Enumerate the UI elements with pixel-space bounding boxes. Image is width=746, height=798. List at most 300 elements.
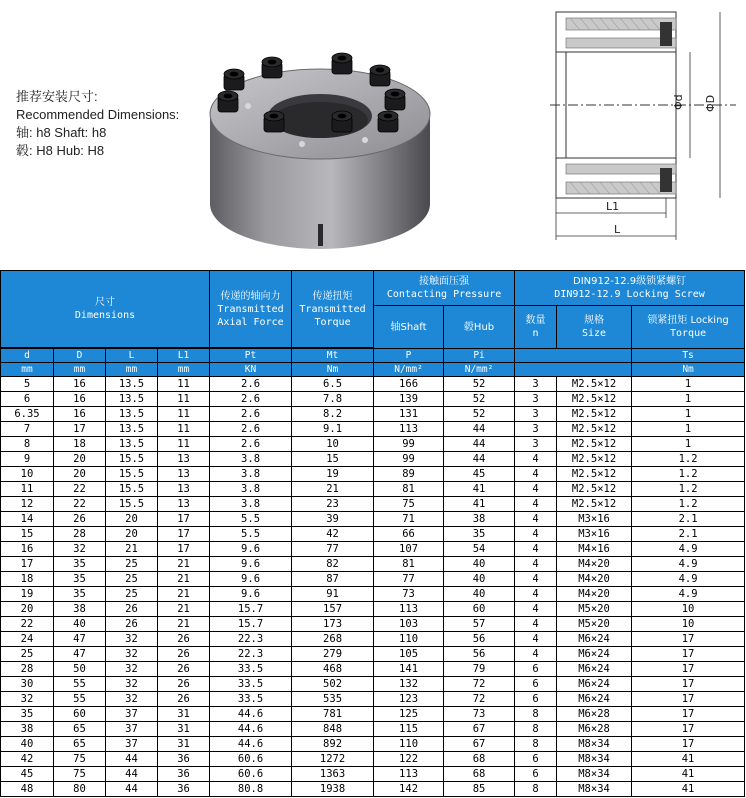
symbol-empty <box>515 349 632 363</box>
cell-Mt: 173 <box>292 617 374 632</box>
cell-d: 6 <box>1 392 54 407</box>
table-row <box>1 662 745 677</box>
cell-n: 8 <box>515 782 557 797</box>
cell-Ts: 10 <box>632 617 745 632</box>
cell-Ts: 1 <box>632 377 745 392</box>
cell-Pt: 2.6 <box>210 407 292 422</box>
unit-D: mm <box>54 363 106 377</box>
cell-D: 47 <box>54 632 106 647</box>
cell-L1: 11 <box>158 377 210 392</box>
cell-d: 42 <box>1 752 54 767</box>
cell-Mt: 15 <box>292 452 374 467</box>
table-row <box>1 452 745 467</box>
cell-n: 8 <box>515 737 557 752</box>
cell-P: 166 <box>374 377 444 392</box>
cell-Ts: 17 <box>632 737 745 752</box>
table-row <box>1 467 745 482</box>
axial-force-header <box>210 271 292 348</box>
cell-L: 20 <box>106 527 158 542</box>
cell-n: 4 <box>515 557 557 572</box>
cell-Pt: 33.5 <box>210 692 292 707</box>
cell-size: M8×34 <box>557 767 632 782</box>
cell-d: 20 <box>1 602 54 617</box>
cell-Pi: 79 <box>444 662 515 677</box>
cell-Ts: 17 <box>632 632 745 647</box>
phi-D-label: ΦD <box>704 94 717 112</box>
cell-n: 4 <box>515 542 557 557</box>
cell-L1: 17 <box>158 542 210 557</box>
cell-Mt: 502 <box>292 677 374 692</box>
cell-Pi: 44 <box>444 437 515 452</box>
locking-screw-header-en: DIN912-12.9 Locking Screw <box>554 289 705 300</box>
cell-size: M6×24 <box>557 677 632 692</box>
cell-Pi: 67 <box>444 722 515 737</box>
cell-L: 32 <box>106 662 158 677</box>
cell-L: 26 <box>106 617 158 632</box>
cell-size: M3×16 <box>557 512 632 527</box>
cell-Ts: 41 <box>632 752 745 767</box>
cell-L: 15.5 <box>106 452 158 467</box>
dimensions-header-cn: 尺寸 <box>95 297 116 308</box>
cell-P: 142 <box>374 782 444 797</box>
cell-n: 8 <box>515 707 557 722</box>
cell-size: M6×24 <box>557 692 632 707</box>
cell-Pt: 2.6 <box>210 377 292 392</box>
cell-n: 4 <box>515 632 557 647</box>
cell-Pt: 80.8 <box>210 782 292 797</box>
specification-table <box>0 270 745 797</box>
symbol-L: L <box>106 349 158 363</box>
cell-Mt: 91 <box>292 587 374 602</box>
table-row <box>1 527 745 542</box>
cell-n: 4 <box>515 617 557 632</box>
cell-d: 8 <box>1 437 54 452</box>
cell-n: 6 <box>515 692 557 707</box>
cell-D: 35 <box>54 587 106 602</box>
table-row <box>1 422 745 437</box>
cell-Pt: 5.5 <box>210 512 292 527</box>
cell-size: M2.5×12 <box>557 497 632 512</box>
cell-Mt: 1938 <box>292 782 374 797</box>
cell-L: 20 <box>106 512 158 527</box>
cell-L: 25 <box>106 557 158 572</box>
table-row <box>1 407 745 422</box>
cell-n: 4 <box>515 572 557 587</box>
shaft-header: 轴Shaft <box>374 306 444 349</box>
cell-Pt: 2.6 <box>210 422 292 437</box>
table-row <box>1 647 745 662</box>
cell-d: 16 <box>1 542 54 557</box>
cell-Mt: 157 <box>292 602 374 617</box>
cell-D: 28 <box>54 527 106 542</box>
cell-Pt: 2.6 <box>210 437 292 452</box>
cell-size: M6×28 <box>557 707 632 722</box>
cell-Pt: 33.5 <box>210 662 292 677</box>
cell-L1: 13 <box>158 467 210 482</box>
cell-n: 4 <box>515 647 557 662</box>
cell-D: 75 <box>54 767 106 782</box>
cell-Mt: 1363 <box>292 767 374 782</box>
torque-header-cn: 传递扭矩 <box>312 290 353 302</box>
cell-P: 123 <box>374 692 444 707</box>
symbol-Pt: Pt <box>210 349 292 363</box>
cell-Pi: 52 <box>444 392 515 407</box>
cell-L: 13.5 <box>106 377 158 392</box>
cell-Ts: 4.9 <box>632 542 745 557</box>
cell-P: 107 <box>374 542 444 557</box>
cell-Pi: 72 <box>444 692 515 707</box>
cell-P: 103 <box>374 617 444 632</box>
cell-Pt: 9.6 <box>210 572 292 587</box>
cell-size: M6×24 <box>557 632 632 647</box>
cell-Pi: 56 <box>444 647 515 662</box>
cell-Pi: 72 <box>444 677 515 692</box>
cell-D: 35 <box>54 572 106 587</box>
table-row <box>1 482 745 497</box>
cell-Ts: 1.2 <box>632 482 745 497</box>
cell-D: 65 <box>54 722 106 737</box>
cell-Pt: 9.6 <box>210 587 292 602</box>
cell-Pi: 52 <box>444 377 515 392</box>
cell-d: 15 <box>1 527 54 542</box>
cell-L: 37 <box>106 737 158 752</box>
unit-Pi: N/mm² <box>444 363 515 377</box>
cell-Mt: 23 <box>292 497 374 512</box>
cell-L: 15.5 <box>106 497 158 512</box>
table-row <box>1 572 745 587</box>
cell-L: 44 <box>106 767 158 782</box>
cell-Ts: 4.9 <box>632 572 745 587</box>
torque-header-en1: Transmitted <box>299 303 366 315</box>
cell-d: 19 <box>1 587 54 602</box>
cell-d: 11 <box>1 482 54 497</box>
table-row <box>1 512 745 527</box>
cell-d: 7 <box>1 422 54 437</box>
cell-D: 35 <box>54 557 106 572</box>
table-row <box>1 677 745 692</box>
cell-L1: 13 <box>158 482 210 497</box>
cell-Mt: 7.8 <box>292 392 374 407</box>
cell-L: 26 <box>106 602 158 617</box>
cell-n: 8 <box>515 722 557 737</box>
cell-size: M8×34 <box>557 737 632 752</box>
cell-Ts: 2.1 <box>632 527 745 542</box>
cell-Pt: 15.7 <box>210 617 292 632</box>
cell-Pt: 9.6 <box>210 542 292 557</box>
table-row <box>1 707 745 722</box>
cell-n: 3 <box>515 437 557 452</box>
cell-Pt: 60.6 <box>210 767 292 782</box>
axial-force-header-en1: Transmitted <box>217 303 284 315</box>
cell-P: 113 <box>374 422 444 437</box>
phi-d-label: Φd <box>672 94 685 110</box>
cell-Pi: 67 <box>444 737 515 752</box>
cell-d: 12 <box>1 497 54 512</box>
cell-D: 65 <box>54 737 106 752</box>
cell-d: 9 <box>1 452 54 467</box>
cell-Mt: 19 <box>292 467 374 482</box>
table-row <box>1 542 745 557</box>
cell-L1: 11 <box>158 422 210 437</box>
cell-Pt: 5.5 <box>210 527 292 542</box>
cell-D: 47 <box>54 647 106 662</box>
cell-size: M4×20 <box>557 587 632 602</box>
size-header <box>557 306 632 349</box>
cell-Ts: 1 <box>632 422 745 437</box>
size-header-cn: 规格 <box>584 315 605 326</box>
cell-L: 15.5 <box>106 482 158 497</box>
table-row <box>1 722 745 737</box>
cell-L1: 31 <box>158 737 210 752</box>
cell-L1: 21 <box>158 602 210 617</box>
cell-d: 35 <box>1 707 54 722</box>
contact-pressure-header-en: Contacting Pressure <box>386 289 502 300</box>
cell-d: 32 <box>1 692 54 707</box>
cell-P: 110 <box>374 737 444 752</box>
cell-P: 122 <box>374 752 444 767</box>
table-row <box>1 737 745 752</box>
cell-P: 73 <box>374 587 444 602</box>
cell-size: M6×24 <box>557 647 632 662</box>
cell-Ts: 1.2 <box>632 497 745 512</box>
cell-Ts: 1 <box>632 437 745 452</box>
cell-size: M2.5×12 <box>557 392 632 407</box>
cell-D: 50 <box>54 662 106 677</box>
table-row <box>1 602 745 617</box>
cell-size: M6×28 <box>557 722 632 737</box>
locking-torque-header <box>632 306 745 349</box>
cell-Pt: 44.6 <box>210 707 292 722</box>
cell-L1: 31 <box>158 722 210 737</box>
cell-n: 3 <box>515 422 557 437</box>
cell-Pi: 73 <box>444 707 515 722</box>
dimensions-header-en: Dimensions <box>74 310 136 321</box>
cell-Mt: 87 <box>292 572 374 587</box>
cell-size: M2.5×12 <box>557 377 632 392</box>
cell-Pt: 3.8 <box>210 497 292 512</box>
cell-D: 55 <box>54 692 106 707</box>
L-label: L <box>614 223 621 236</box>
unit-L1: mm <box>158 363 210 377</box>
cell-Ts: 41 <box>632 782 745 797</box>
table-row <box>1 632 745 647</box>
caption-shaft-tolerance: 轴: h8 Shaft: h8 <box>16 125 107 140</box>
cell-size: M2.5×12 <box>557 467 632 482</box>
cell-Pi: 68 <box>444 767 515 782</box>
table-row <box>1 752 745 767</box>
cell-L: 15.5 <box>106 467 158 482</box>
cell-Pi: 41 <box>444 497 515 512</box>
cell-Pt: 33.5 <box>210 677 292 692</box>
unit-P: N/mm² <box>374 363 444 377</box>
cell-Pi: 45 <box>444 467 515 482</box>
table-row <box>1 392 745 407</box>
symbol-P: P <box>374 349 444 363</box>
cell-L1: 36 <box>158 752 210 767</box>
cell-L: 13.5 <box>106 422 158 437</box>
cell-size: M8×34 <box>557 752 632 767</box>
cell-d: 30 <box>1 677 54 692</box>
cell-L1: 13 <box>158 497 210 512</box>
cell-P: 99 <box>374 452 444 467</box>
cell-size: M2.5×12 <box>557 482 632 497</box>
table-row <box>1 587 745 602</box>
cell-Pt: 3.8 <box>210 452 292 467</box>
cell-L: 32 <box>106 677 158 692</box>
cell-Pt: 44.6 <box>210 737 292 752</box>
symbol-d: d <box>1 349 54 363</box>
cell-Pi: 35 <box>444 527 515 542</box>
cell-Ts: 1 <box>632 407 745 422</box>
table-row <box>1 782 745 797</box>
cell-d: 48 <box>1 782 54 797</box>
symbol-D: D <box>54 349 106 363</box>
cell-P: 113 <box>374 767 444 782</box>
torque-header-en2: Torque <box>314 316 351 328</box>
cell-L: 37 <box>106 707 158 722</box>
cell-Ts: 1 <box>632 392 745 407</box>
cell-Mt: 468 <box>292 662 374 677</box>
cell-P: 99 <box>374 437 444 452</box>
cell-size: M8×34 <box>557 782 632 797</box>
cell-n: 4 <box>515 587 557 602</box>
cell-size: M2.5×12 <box>557 422 632 437</box>
cell-P: 131 <box>374 407 444 422</box>
locking-screw-header-cn: DIN912-12.9级锁紧螺钉 <box>573 276 687 287</box>
cell-n: 4 <box>515 482 557 497</box>
cell-L1: 21 <box>158 617 210 632</box>
cell-d: 40 <box>1 737 54 752</box>
table-row <box>1 557 745 572</box>
cell-L1: 31 <box>158 707 210 722</box>
cell-D: 20 <box>54 452 106 467</box>
quantity-header-en: n <box>532 328 539 339</box>
recommended-dimensions-caption <box>16 88 179 160</box>
cell-n: 3 <box>515 392 557 407</box>
symbol-Ts: Ts <box>632 349 745 363</box>
specification-table-body <box>1 377 745 797</box>
cell-Mt: 39 <box>292 512 374 527</box>
cell-L: 13.5 <box>106 392 158 407</box>
cell-Pi: 57 <box>444 617 515 632</box>
table-row <box>1 437 745 452</box>
dimensions-header <box>1 271 210 348</box>
cell-L1: 36 <box>158 767 210 782</box>
cell-L: 32 <box>106 632 158 647</box>
caption-title-cn: 推荐安装尺寸: <box>16 89 98 104</box>
cell-n: 3 <box>515 407 557 422</box>
cell-D: 16 <box>54 407 106 422</box>
cell-size: M2.5×12 <box>557 452 632 467</box>
cell-D: 60 <box>54 707 106 722</box>
cell-Pi: 41 <box>444 482 515 497</box>
cell-d: 17 <box>1 557 54 572</box>
cell-size: M2.5×12 <box>557 437 632 452</box>
cell-Pi: 68 <box>444 752 515 767</box>
cell-L1: 11 <box>158 407 210 422</box>
cell-Pi: 54 <box>444 542 515 557</box>
symbol-Mt: Mt <box>292 349 374 363</box>
cell-size: M6×24 <box>557 662 632 677</box>
cell-Pt: 22.3 <box>210 632 292 647</box>
unit-Pt: KN <box>210 363 292 377</box>
cell-D: 40 <box>54 617 106 632</box>
cell-Ts: 4.9 <box>632 587 745 602</box>
cell-Ts: 2.1 <box>632 512 745 527</box>
cell-Pt: 3.8 <box>210 467 292 482</box>
cell-L: 32 <box>106 647 158 662</box>
cell-D: 20 <box>54 467 106 482</box>
cell-D: 55 <box>54 677 106 692</box>
cell-L: 21 <box>106 542 158 557</box>
cell-Pt: 3.8 <box>210 482 292 497</box>
cell-L1: 26 <box>158 692 210 707</box>
cell-Mt: 42 <box>292 527 374 542</box>
cell-Pt: 15.7 <box>210 602 292 617</box>
cell-Mt: 848 <box>292 722 374 737</box>
cell-P: 77 <box>374 572 444 587</box>
cell-P: 71 <box>374 512 444 527</box>
cell-Mt: 6.5 <box>292 377 374 392</box>
cell-D: 22 <box>54 482 106 497</box>
cell-d: 22 <box>1 617 54 632</box>
cell-Mt: 9.1 <box>292 422 374 437</box>
torque-header <box>292 271 374 348</box>
cell-Ts: 4.9 <box>632 557 745 572</box>
cell-Pi: 40 <box>444 572 515 587</box>
cell-Mt: 1272 <box>292 752 374 767</box>
cell-P: 110 <box>374 632 444 647</box>
hub-header: 毂Hub <box>444 306 515 349</box>
cell-Mt: 781 <box>292 707 374 722</box>
cell-n: 6 <box>515 677 557 692</box>
cell-Pi: 40 <box>444 557 515 572</box>
cell-Pt: 44.6 <box>210 722 292 737</box>
cell-d: 18 <box>1 572 54 587</box>
cell-P: 115 <box>374 722 444 737</box>
cell-Ts: 41 <box>632 767 745 782</box>
cell-D: 16 <box>54 392 106 407</box>
cell-n: 4 <box>515 452 557 467</box>
contact-pressure-header <box>374 271 515 306</box>
cell-Mt: 535 <box>292 692 374 707</box>
cell-P: 89 <box>374 467 444 482</box>
cell-d: 5 <box>1 377 54 392</box>
unit-empty <box>515 363 632 377</box>
cell-D: 80 <box>54 782 106 797</box>
cell-n: 6 <box>515 662 557 677</box>
cell-Mt: 10 <box>292 437 374 452</box>
unit-Ts: Nm <box>632 363 745 377</box>
cell-L: 13.5 <box>106 407 158 422</box>
cell-L: 32 <box>106 692 158 707</box>
cell-L1: 13 <box>158 452 210 467</box>
cell-P: 113 <box>374 602 444 617</box>
cell-P: 81 <box>374 482 444 497</box>
locking-torque-header-cn: 锁紧扭矩 Locking <box>647 315 729 326</box>
axial-force-header-cn: 传递的轴向力 <box>220 290 281 302</box>
cell-L1: 17 <box>158 512 210 527</box>
locking-torque-header-en: Torque <box>669 328 707 339</box>
unit-Mt: Nm <box>292 363 374 377</box>
locking-screw-header <box>515 271 745 306</box>
caption-hub-tolerance: 毂: H8 Hub: H8 <box>16 143 105 158</box>
cell-n: 4 <box>515 467 557 482</box>
cell-n: 4 <box>515 512 557 527</box>
cell-Ts: 1.2 <box>632 452 745 467</box>
cell-size: M5×20 <box>557 617 632 632</box>
cell-P: 81 <box>374 557 444 572</box>
